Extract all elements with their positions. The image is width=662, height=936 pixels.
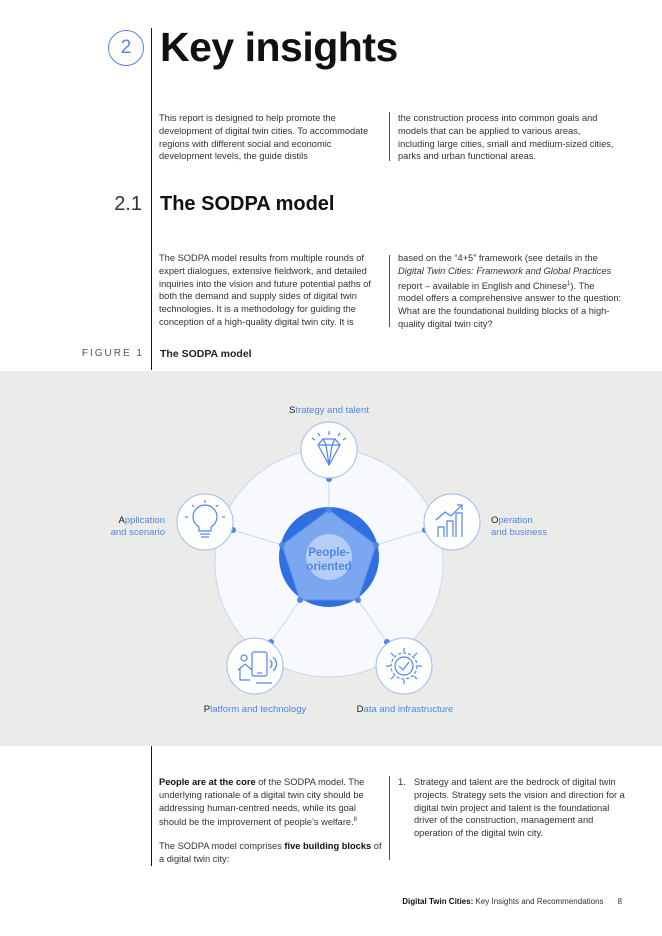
core-paragraph: People are at the core of the SODPA model. The underlying rationale of a digital twin city should be addressing human-centred needs, while its goal should be the improvement of people’s welfare.$^8$ (159, 777, 365, 828)
page-footer: Digital Twin Cities: Key Insights and Recommendations 8 (402, 897, 622, 906)
node-label-application: Application (118, 515, 165, 526)
section-paragraph-left: The SODPA model results from multiple rounds of expert dialogues, extensive fieldwork, and detailed inquiries into the vision and future potential paths of both the demand and supply sides of digital twin technologies. It is a methodology for guiding the conception of a high-quality digital twin city. It is (159, 253, 371, 327)
intro-paragraph-left: This report is designed to help promote the development of digital twin cities. To accommodate regions with different social and economic development levels, the guide distils (159, 113, 369, 162)
list-item-strategy: Strategy and talent are the bedrock of digital twin projects. Strategy sets the vision and direction for a digital twin project and talent is the foundational driver of the construction, management and operation of the digital twin city. (414, 777, 625, 839)
column-divider (389, 776, 390, 860)
list-number: 1. (398, 777, 406, 787)
chapter-rule (151, 28, 152, 370)
chapter-title: Key insights (160, 24, 398, 70)
figure-title: The SODPA model (160, 348, 252, 360)
node-label-operation-line2: and business (491, 527, 547, 538)
intro-paragraph-right: the construction process into common goals and models that can be applied to various areas, including large cities, small and medium-sized cities, parks and urban functional areas. (398, 113, 614, 162)
page-number: 8 (617, 897, 622, 906)
node-label-operation: Operation (491, 515, 533, 526)
section-paragraph-right: based on the “4+5” framework (see details in the Digital Twin Cities: Framework and Global Practices report – available in English and Chinese$^1$). The model offers a comprehensive answer to the question: What are the foundational building blocks of a high-quality digital twin city? (398, 253, 622, 330)
figure-label: FIGURE 1 (81, 348, 144, 359)
node-label-application-line2: and scenario (110, 527, 165, 538)
bottom-rule (151, 746, 152, 866)
node-label-data: Data and infrastructure (356, 704, 454, 715)
chapter-number-badge: 2 (108, 30, 144, 66)
center-label-line1: People- (308, 547, 350, 559)
column-divider (389, 255, 390, 327)
section-number: 2.1 (114, 193, 142, 215)
center-label-line2: oriented (306, 561, 352, 573)
column-divider (389, 112, 390, 161)
building-blocks-paragraph: The SODPA model comprises five building blocks of a digital twin city: (159, 841, 382, 864)
section-title: The SODPA model (160, 193, 335, 215)
node-label-platform: Platform and technology (203, 704, 307, 715)
node-label-strategy: Strategy and talent (289, 405, 369, 416)
sodpa-diagram (0, 371, 662, 746)
